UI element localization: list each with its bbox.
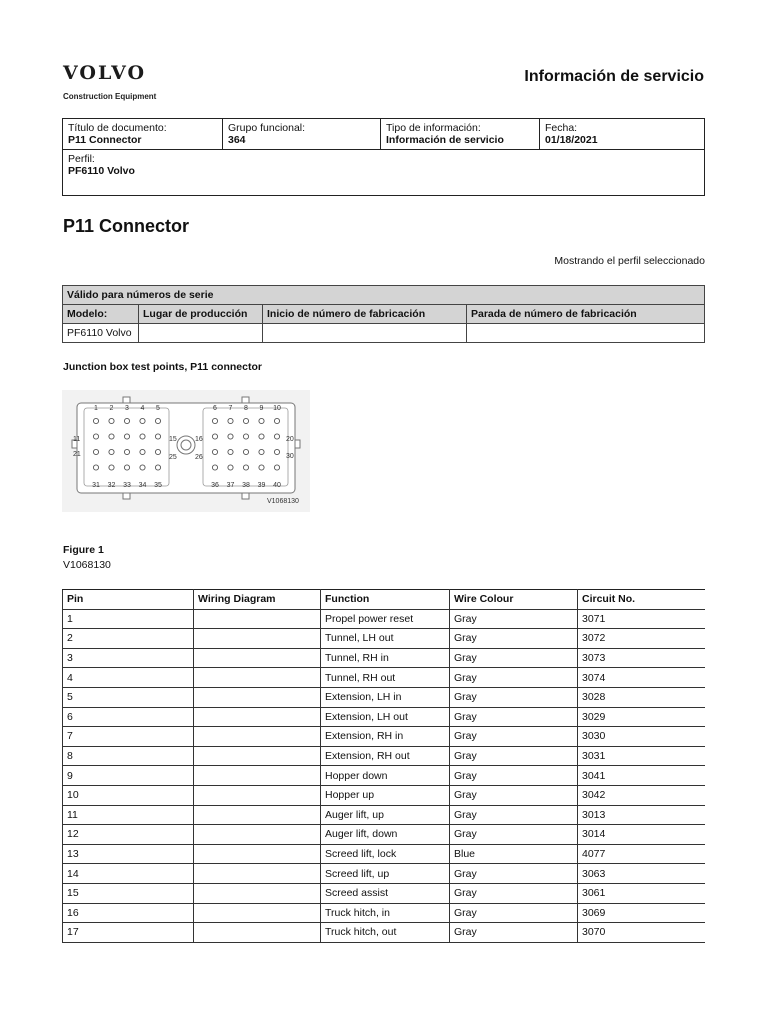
connector-pin	[93, 434, 98, 439]
pin-number: 34	[138, 482, 147, 489]
table-cell: Truck hitch, out	[321, 923, 450, 943]
connector-pin	[274, 434, 279, 439]
connector-pin	[243, 465, 248, 470]
connector-pin	[259, 449, 264, 454]
serial-header: Lugar de producción	[139, 305, 263, 324]
connector-pin	[274, 465, 279, 470]
figure-code-caption: V1068130	[63, 559, 111, 571]
connector-pin	[109, 434, 114, 439]
top-key-right	[242, 397, 249, 403]
table-cell: Gray	[450, 923, 578, 943]
table-row	[63, 923, 706, 943]
connector-pin	[140, 449, 145, 454]
pin-table-header: Pin	[63, 590, 194, 610]
table-cell: 7	[63, 727, 194, 747]
serial-caption: Válido para números de serie	[63, 286, 705, 305]
connector-pin	[259, 465, 264, 470]
table-cell: Gray	[450, 805, 578, 825]
table-row	[63, 727, 706, 747]
table-cell: 3071	[578, 609, 706, 629]
connector-pin	[212, 449, 217, 454]
table-row	[63, 825, 706, 845]
connector-pin	[155, 434, 160, 439]
table-cell: 3074	[578, 668, 706, 688]
connector-pin	[140, 465, 145, 470]
table-cell	[194, 609, 321, 629]
connector-pin	[259, 434, 264, 439]
pin-table-header: Wire Colour	[450, 590, 578, 610]
table-cell: 3061	[578, 883, 706, 903]
connector-pin	[124, 418, 129, 423]
side-label: 26	[195, 454, 203, 461]
table-cell	[194, 883, 321, 903]
table-row	[63, 687, 706, 707]
table-cell: 13	[63, 844, 194, 864]
pin-number: 10	[273, 405, 281, 412]
connector-pin	[228, 465, 233, 470]
pin-number: 8	[244, 405, 248, 412]
connector-pin	[109, 465, 114, 470]
table-cell	[194, 844, 321, 864]
meta-doc-title: P11 Connector	[68, 134, 142, 146]
connector-pin	[243, 434, 248, 439]
table-cell: 17	[63, 923, 194, 943]
table-cell: 3013	[578, 805, 706, 825]
pin-number: 5	[156, 405, 160, 412]
connector-pin	[140, 418, 145, 423]
table-cell: 3014	[578, 825, 706, 845]
table-cell: 3069	[578, 903, 706, 923]
table-row	[63, 844, 706, 864]
serial-cell	[467, 324, 705, 343]
table-cell	[194, 687, 321, 707]
table-row	[63, 629, 706, 649]
table-cell: Screed lift, up	[321, 864, 450, 884]
table-cell: 16	[63, 903, 194, 923]
profile-note: Mostrando el perfil seleccionado	[554, 255, 705, 267]
connector-pin	[93, 465, 98, 470]
table-cell: 1	[63, 609, 194, 629]
document-meta-table	[62, 118, 705, 196]
table-cell: 3028	[578, 687, 706, 707]
center-bolt	[177, 436, 195, 454]
pin-number: 39	[257, 482, 266, 489]
table-cell: 3073	[578, 648, 706, 668]
table-cell	[194, 864, 321, 884]
table-cell: 4	[63, 668, 194, 688]
pin-number: 6	[213, 405, 217, 412]
right-key	[295, 440, 300, 448]
connector-pin	[140, 434, 145, 439]
serial-table	[62, 285, 705, 343]
table-row	[63, 766, 706, 786]
table-row	[63, 805, 706, 825]
pin-table-body	[63, 609, 706, 942]
connector-pin	[274, 449, 279, 454]
table-cell: 8	[63, 746, 194, 766]
table-cell: Tunnel, RH in	[321, 648, 450, 668]
connector-pin	[109, 418, 114, 423]
table-cell: Auger lift, up	[321, 805, 450, 825]
connector-pin	[243, 449, 248, 454]
table-cell: Auger lift, down	[321, 825, 450, 845]
table-cell: 15	[63, 883, 194, 903]
table-cell: Blue	[450, 844, 578, 864]
table-cell	[194, 727, 321, 747]
serial-header: Modelo:	[63, 305, 139, 324]
serial-header: Parada de número de fabricación	[467, 305, 705, 324]
table-cell: Gray	[450, 648, 578, 668]
table-cell: 11	[63, 805, 194, 825]
connector-pin	[212, 418, 217, 423]
meta-date-cell	[540, 119, 705, 150]
table-cell: Gray	[450, 825, 578, 845]
table-cell: Gray	[450, 746, 578, 766]
pin-number: 35	[154, 482, 162, 489]
pin-number: 38	[242, 482, 250, 489]
pin-number: 3	[125, 405, 129, 412]
table-cell: 3	[63, 648, 194, 668]
table-row	[63, 903, 706, 923]
meta-group-cell	[223, 119, 381, 150]
header-title: Información de servicio	[524, 68, 704, 85]
table-cell: 3030	[578, 727, 706, 747]
table-cell: 3029	[578, 707, 706, 727]
connector-pin	[93, 418, 98, 423]
side-label: 15	[169, 436, 177, 443]
table-cell: 3031	[578, 746, 706, 766]
table-cell: Gray	[450, 707, 578, 727]
table-cell: 9	[63, 766, 194, 786]
table-row	[63, 785, 706, 805]
table-cell	[194, 668, 321, 688]
connector-figure	[62, 390, 310, 512]
pin-number: 4	[140, 405, 145, 412]
table-cell: Gray	[450, 727, 578, 747]
connector-pin	[155, 465, 160, 470]
table-cell: Gray	[450, 766, 578, 786]
connector-pin	[243, 418, 248, 423]
meta-info-type-label: Tipo de información:	[386, 122, 481, 134]
pin-number: 36	[211, 482, 219, 489]
serial-cell	[139, 324, 263, 343]
pin-number: 1	[94, 405, 98, 412]
connector-pin	[124, 465, 129, 470]
pin-number: 31	[92, 482, 100, 489]
table-cell: Truck hitch, in	[321, 903, 450, 923]
meta-date: 01/18/2021	[545, 134, 598, 146]
volvo-logo: VOLVO	[63, 62, 147, 84]
table-cell	[194, 648, 321, 668]
table-row	[63, 648, 706, 668]
table-cell: 3070	[578, 923, 706, 943]
meta-info-type-cell	[381, 119, 540, 150]
table-cell: Tunnel, LH out	[321, 629, 450, 649]
table-row	[63, 609, 706, 629]
meta-profile-cell	[63, 150, 705, 196]
table-row	[63, 883, 706, 903]
table-cell: Gray	[450, 609, 578, 629]
connector-pin	[155, 449, 160, 454]
connector-pin	[124, 449, 129, 454]
table-cell: Screed assist	[321, 883, 450, 903]
connector-pin	[155, 418, 160, 423]
connector-pin	[228, 434, 233, 439]
meta-date-label: Fecha:	[545, 122, 578, 134]
connector-pin	[212, 465, 217, 470]
pin-number: 7	[228, 405, 233, 412]
table-cell: Propel power reset	[321, 609, 450, 629]
table-cell	[194, 629, 321, 649]
meta-doc-title-cell	[63, 119, 223, 150]
connector-pin	[228, 418, 233, 423]
table-cell: Gray	[450, 883, 578, 903]
table-cell	[194, 825, 321, 845]
table-cell: Gray	[450, 687, 578, 707]
table-cell: 14	[63, 864, 194, 884]
meta-profile-label: Perfil:	[68, 153, 95, 165]
table-cell	[194, 766, 321, 786]
side-label: 21	[73, 451, 81, 458]
table-cell: Hopper up	[321, 785, 450, 805]
table-cell: 3063	[578, 864, 706, 884]
connector-pin	[212, 434, 217, 439]
connector-pin	[109, 449, 114, 454]
pin-number: 9	[259, 405, 264, 412]
pin-table-header: Wiring Diagram	[194, 590, 321, 610]
connector-diagram	[62, 390, 310, 512]
pin-table	[62, 589, 705, 943]
brand-subtitle: Construction Equipment	[63, 92, 157, 101]
pin-number: 2	[109, 405, 114, 412]
pin-number: 32	[107, 482, 116, 489]
table-cell: Gray	[450, 785, 578, 805]
table-row	[63, 707, 706, 727]
bottom-key-left	[123, 493, 130, 499]
table-cell: 12	[63, 825, 194, 845]
side-label: 25	[169, 454, 177, 461]
table-row	[63, 668, 706, 688]
page-title: P11 Connector	[63, 216, 190, 236]
table-cell	[194, 805, 321, 825]
serial-cell: PF6110 Volvo	[63, 324, 139, 343]
side-label: 11	[73, 436, 81, 443]
table-cell: 3042	[578, 785, 706, 805]
side-label: 16	[195, 436, 203, 443]
connector-pin	[124, 434, 129, 439]
pin-number: 33	[123, 482, 131, 489]
connector-pin	[274, 418, 279, 423]
table-cell: Gray	[450, 629, 578, 649]
table-row	[63, 746, 706, 766]
section-title: Junction box test points, P11 connector	[63, 361, 262, 373]
table-cell: Extension, LH in	[321, 687, 450, 707]
table-cell: Hopper down	[321, 766, 450, 786]
figure-label: Figure 1	[63, 544, 104, 556]
table-cell: 10	[63, 785, 194, 805]
table-cell: 5	[63, 687, 194, 707]
pin-table-header: Function	[321, 590, 450, 610]
connector-pin	[228, 449, 233, 454]
table-cell	[194, 746, 321, 766]
table-cell	[194, 903, 321, 923]
side-label: 30	[286, 453, 294, 460]
table-cell: Extension, RH out	[321, 746, 450, 766]
meta-group-label: Grupo funcional:	[228, 122, 306, 134]
serial-cell	[263, 324, 467, 343]
table-cell: 4077	[578, 844, 706, 864]
table-cell	[194, 923, 321, 943]
table-cell: 3041	[578, 766, 706, 786]
meta-info-type: Información de servicio	[386, 134, 504, 146]
table-cell	[194, 785, 321, 805]
pin-number: 37	[226, 482, 235, 489]
table-cell: Gray	[450, 864, 578, 884]
table-cell: Gray	[450, 903, 578, 923]
figure-code: V1068130	[267, 498, 299, 505]
table-row	[63, 864, 706, 884]
top-key-left	[123, 397, 130, 403]
table-cell: Extension, LH out	[321, 707, 450, 727]
table-cell: 3072	[578, 629, 706, 649]
table-cell: 6	[63, 707, 194, 727]
connector-pin	[259, 418, 264, 423]
pin-number: 40	[273, 482, 281, 489]
meta-doc-title-label: Título de documento:	[68, 122, 167, 134]
meta-profile: PF6110 Volvo	[68, 165, 135, 177]
serial-header: Inicio de número de fabricación	[263, 305, 467, 324]
table-cell: 2	[63, 629, 194, 649]
table-cell: Tunnel, RH out	[321, 668, 450, 688]
pin-table-header: Circuit No.	[578, 590, 706, 610]
connector-pin	[93, 449, 98, 454]
table-cell: Gray	[450, 668, 578, 688]
table-cell	[194, 707, 321, 727]
bottom-key-right	[242, 493, 249, 499]
side-label: 20	[286, 436, 294, 443]
meta-group: 364	[228, 134, 246, 146]
table-cell: Screed lift, lock	[321, 844, 450, 864]
table-cell: Extension, RH in	[321, 727, 450, 747]
